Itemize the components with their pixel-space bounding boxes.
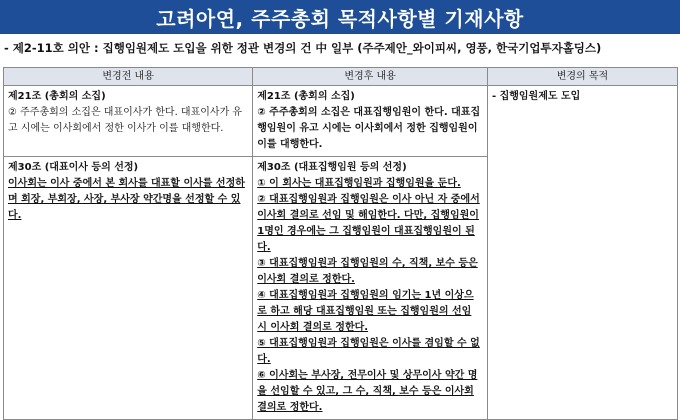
header-purpose: 변경의 목적 [487, 68, 677, 86]
page-title-banner [0, 0, 680, 34]
clause-line: ④ 대표집행임원과 집행임원의 임기는 1년 이상으로 하고 해당 대표집행임원 또는 집행임원의 선임 시 이사회 결의로 정한다. [257, 290, 474, 333]
agenda-subtitle: - 제2-11호 의안 : 집행임원제도 도입을 위한 정관 변경의 건 中 일부 (주주제안_와이피씨, 영풍, 한국기업투자홀딩스) [4, 41, 602, 55]
article-text: 이사회는 이사 중에서 본 회사를 대표할 이사를 선정하며 회장, 부회장, 사장, 부사장 약간명을 선정할 수 있다. [8, 178, 245, 221]
article-title: 제21조 (총회의 소집) [8, 91, 106, 102]
clause-line: ③ 대표집행임원과 집행임원의 수, 직책, 보수 등은 이사회 결의로 정한다. [257, 258, 478, 285]
article-title: 제30조 (대표이사 등의 선정) [8, 162, 139, 173]
clause-line: ⑥ 이사회는 부사장, 전무이사 및 상무이사 약간 명을 선임할 수 있고, 그 수, 직책, 보수 등은 이사회 결의로 정한다. [257, 370, 478, 413]
comparison-table [3, 67, 678, 420]
article-title: 제30조 (대표집행임원 등의 선정) [257, 162, 407, 173]
header-before: 변경전 내용 [4, 68, 253, 86]
clause-line: ① 이 회사는 대표집행임원과 집행임원을 둔다. [257, 178, 461, 189]
clause-line: ② 대표집행임원과 집행임원은 이사 아닌 자 중에서 이사회 결의로 선임 및 해임한다. 다만, 집행임원이 1명인 경우에는 그 집행임원이 대표집행임원이 된다. [257, 194, 480, 253]
clause-line: ⑤ 대표집행임원과 집행임원은 이사를 겸임할 수 없다. [257, 338, 480, 365]
article-text: ② 주주총회의 소집은 대표집행임원이 한다. 대표집행임원이 유고 시에는 이사회에서 정한 집행임원이 이를 대행한다. [257, 107, 481, 150]
article-title: 제21조 (총회의 소집) [257, 91, 355, 102]
article-text: ② 주주총회의 소집은 대표이사가 한다. 대표이사가 유고 시에는 이사회에서 정한 이사가 이를 대행한다. [8, 107, 243, 134]
cell-after-30 [253, 157, 488, 420]
page-title: 고려아연, 주주총회 목적사항별 기재사항 [156, 6, 524, 31]
table-row [4, 86, 678, 157]
cell-before-30 [4, 157, 253, 420]
purpose-text: - 집행임원제도 도입 [491, 91, 581, 102]
cell-purpose [487, 86, 677, 420]
cell-after-21 [253, 86, 488, 157]
header-after: 변경후 내용 [253, 68, 488, 86]
table-header-row [4, 68, 678, 86]
cell-before-21 [4, 86, 253, 157]
